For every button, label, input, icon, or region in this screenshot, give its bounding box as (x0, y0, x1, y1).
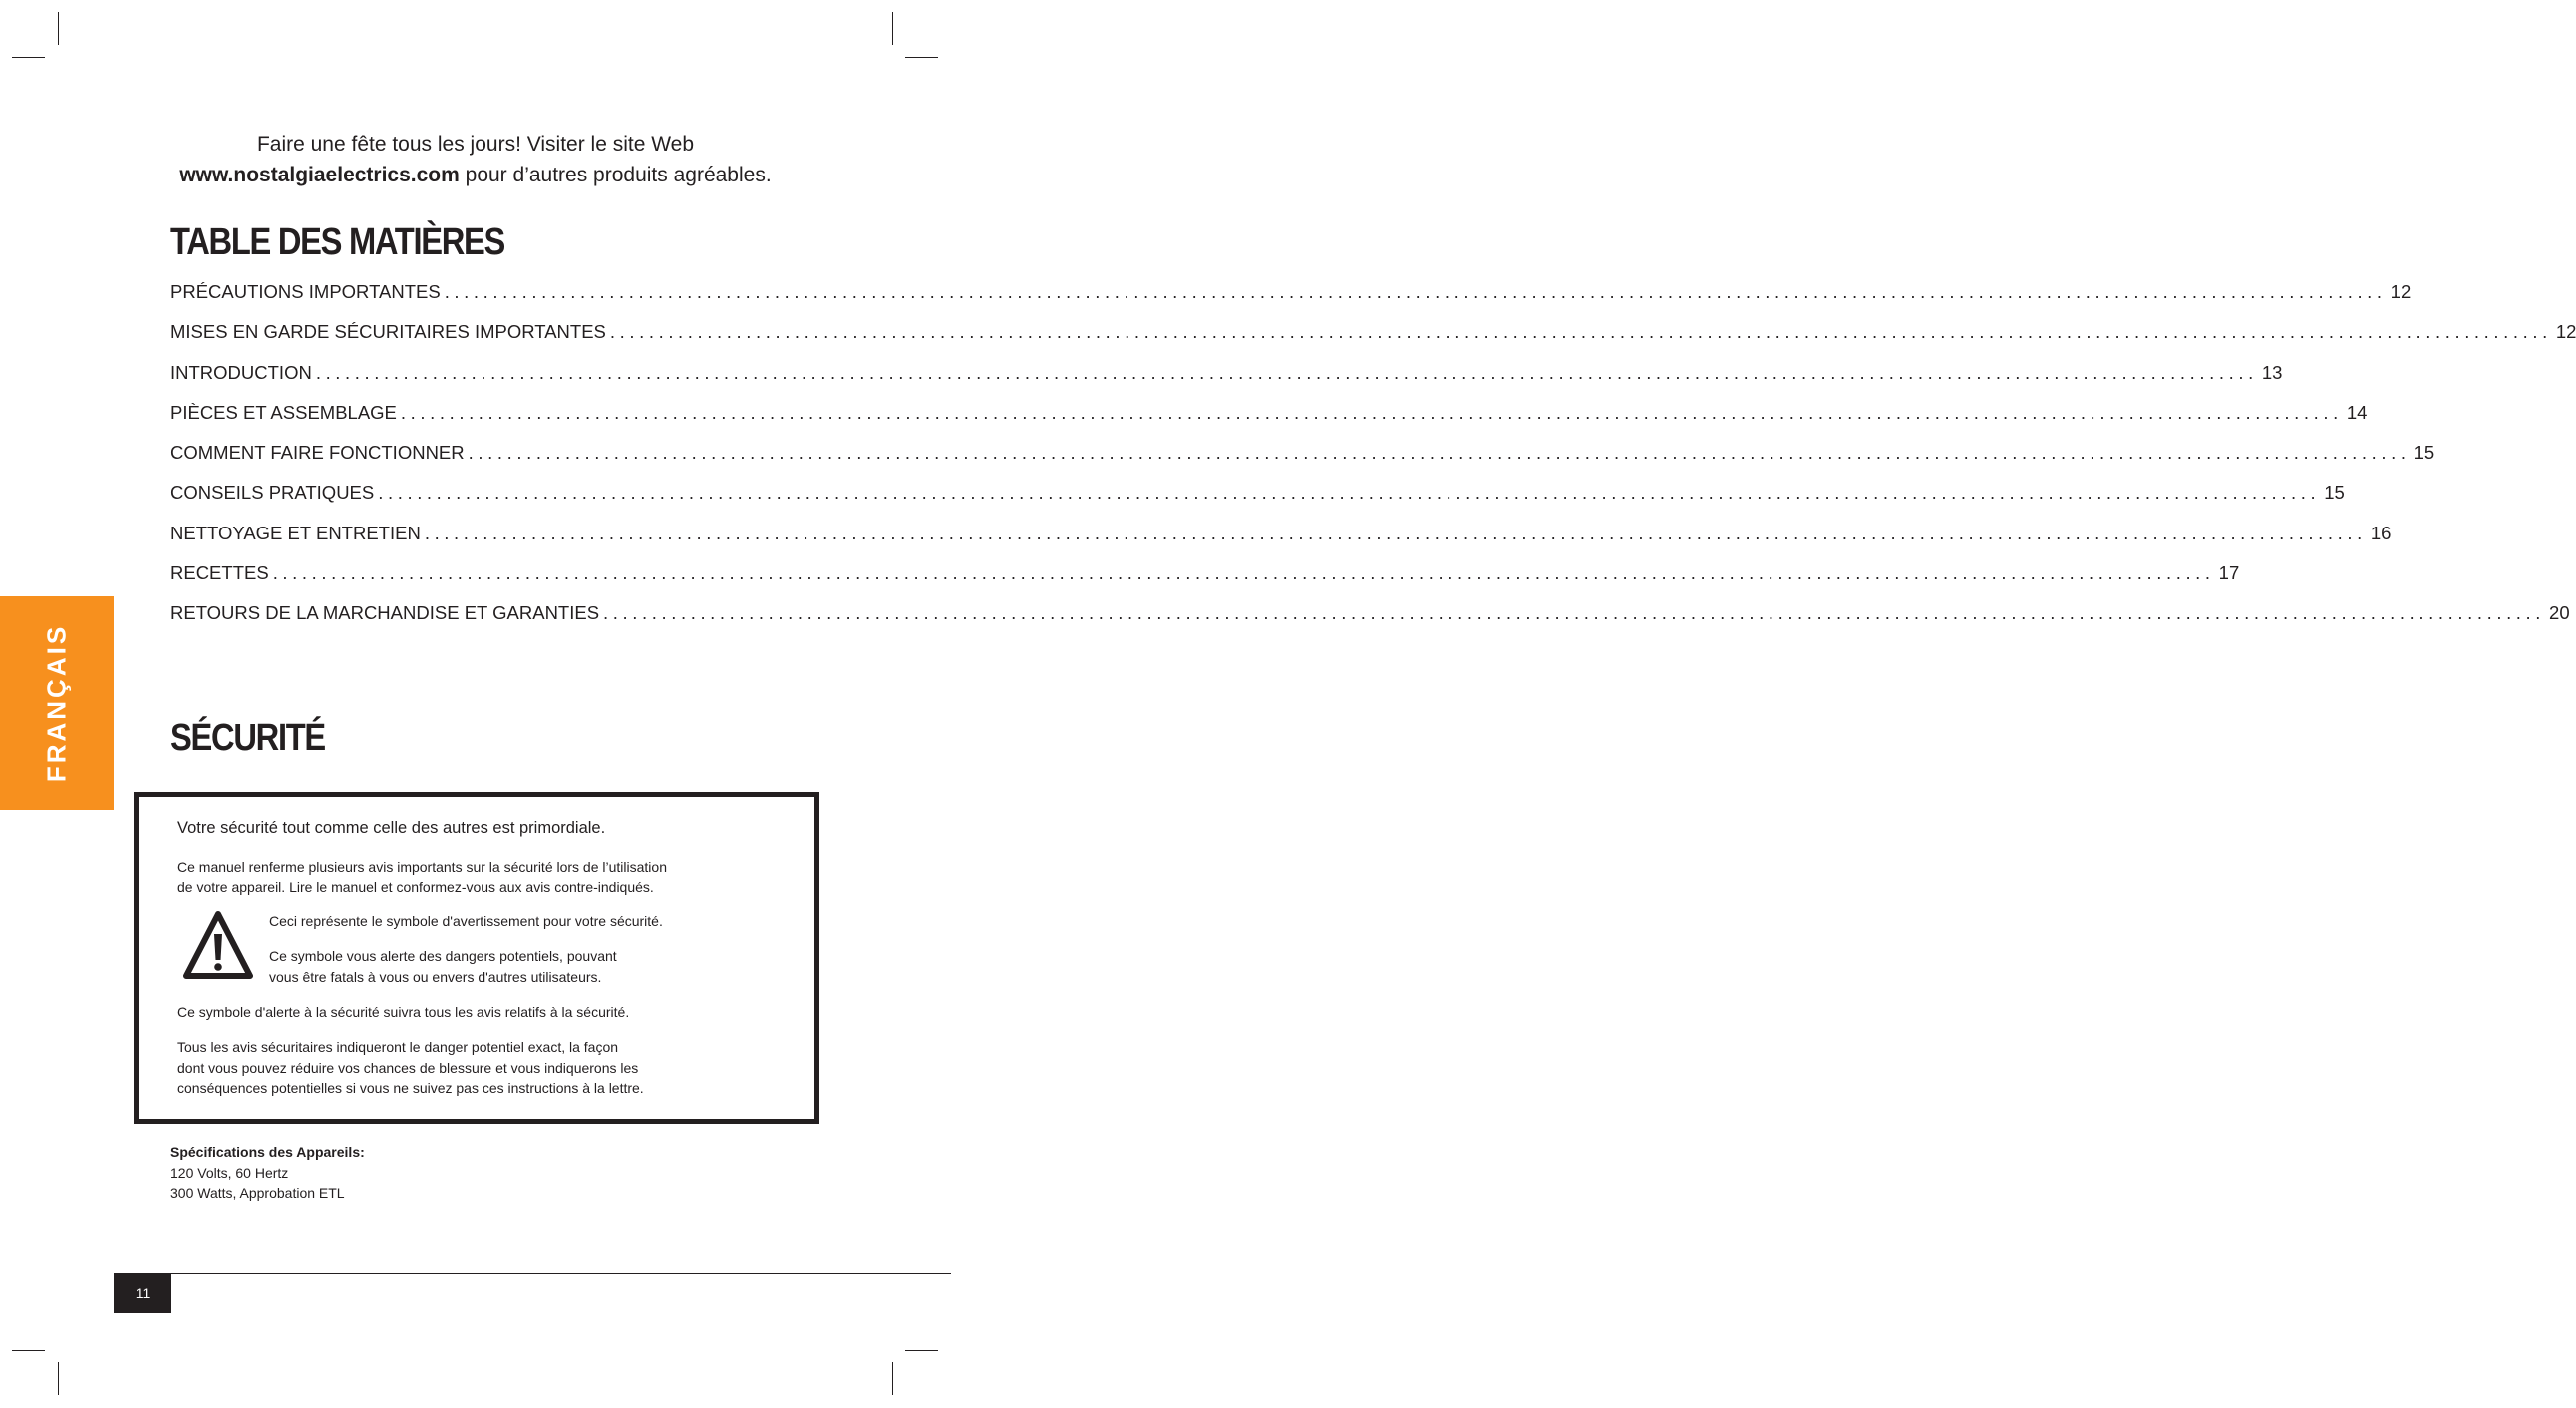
specs-line: 300 Watts, Approbation ETL (170, 1185, 345, 1201)
toc-page-number: 14 (2346, 401, 2368, 423)
page-number: 11 (114, 1273, 171, 1313)
promo-line-1: Faire une fête tous les jours! Visiter le site Web (256, 133, 695, 156)
toc-leader-dots: ........................................................................................................................................................................................................ (603, 602, 2546, 624)
safety-p3-line: dont vous pouvez réduire vos chances de blessure et vous indiquerons les (177, 1059, 639, 1076)
toc-row[interactable] (170, 482, 2345, 522)
toc-label: MISES EN GARDE SÉCURITAIRES IMPORTANTES (170, 321, 606, 343)
symbol-alert-text (269, 946, 617, 987)
crop-mark (12, 57, 45, 58)
language-tab (0, 596, 114, 810)
toc-row[interactable] (170, 562, 2240, 602)
toc-leader-dots: ........................................................................................................................................................................................................ (400, 401, 2343, 423)
toc-label: PRÉCAUTIONS IMPORTANTES (170, 281, 441, 302)
toc-title: TABLE DES MATIÈRES (170, 221, 505, 263)
symbol-alert-line: Ce symbole vous alerte des dangers potentiels, pouvant (269, 948, 617, 964)
specifications (170, 1142, 365, 1204)
safety-title: SÉCURITÉ (170, 717, 325, 759)
toc-label: RECETTES (170, 562, 269, 584)
toc-label: RETOURS DE LA MARCHANDISE ET GARANTIES (170, 602, 600, 624)
safety-p1-line: Ce manuel renferme plusieurs avis importants sur la sécurité lors de l’utilisation (177, 859, 667, 875)
safety-paragraph-1 (177, 857, 667, 897)
toc-page-number: 12 (2555, 321, 2576, 343)
toc-page-number: 13 (2261, 361, 2283, 383)
toc-row[interactable] (170, 602, 2570, 642)
crop-mark (905, 1350, 938, 1351)
toc-page-number: 20 (2549, 602, 2570, 624)
toc-row[interactable] (170, 401, 2368, 442)
toc-leader-dots: ........................................................................................................................................................................................................ (424, 522, 2367, 543)
promo-text (0, 129, 951, 190)
toc-label: PIÈCES ET ASSEMBLAGE (170, 401, 397, 423)
footer-rule (114, 1273, 951, 1274)
toc-page-number: 15 (2414, 442, 2435, 464)
toc-page-number: 12 (2390, 281, 2412, 302)
safety-paragraph-2: Ce symbole d'alerte à la sécurité suivra tous les avis relatifs à la sécurité. (177, 1004, 630, 1020)
promo-line-2-rest: pour d’autres produits agréables. (459, 164, 772, 186)
safety-p3-line: Tous les avis sécuritaires indiqueront le danger potentiel exact, la façon (177, 1039, 619, 1055)
toc-page-number: 17 (2218, 562, 2240, 584)
toc-leader-dots: ........................................................................................................................................................................................................ (609, 321, 2552, 343)
safety-p1-line: de votre appareil. Lire le manuel et conformez-vous aux avis contre-indiqués. (177, 879, 654, 895)
toc-label: CONSEILS PRATIQUES (170, 482, 375, 504)
language-label: FRANÇAIS (41, 623, 72, 783)
crop-mark (58, 1362, 59, 1395)
safety-p3-line: conséquences potentielles si vous ne suivez pas ces instructions à la lettre. (177, 1080, 644, 1096)
toc-page-number: 16 (2370, 522, 2392, 543)
crop-mark (892, 1362, 893, 1395)
safety-paragraph-3 (177, 1037, 644, 1099)
toc-row[interactable] (170, 442, 2435, 482)
table-of-contents (170, 281, 2576, 643)
specs-line: 120 Volts, 60 Hertz (170, 1164, 289, 1181)
toc-leader-dots: ........................................................................................................................................................................................................ (468, 442, 2411, 464)
toc-leader-dots: ........................................................................................................................................................................................................ (272, 562, 2215, 584)
toc-label: INTRODUCTION (170, 361, 312, 383)
toc-label: COMMENT FAIRE FONCTIONNER (170, 442, 465, 464)
toc-leader-dots: ........................................................................................................................................................................................................ (315, 361, 2258, 383)
toc-row[interactable] (170, 522, 2392, 562)
toc-row[interactable] (170, 361, 2283, 402)
warning-triangle-icon (182, 910, 254, 982)
crop-mark (58, 12, 59, 45)
toc-leader-dots: ........................................................................................................................................................................................................ (444, 281, 2387, 302)
safety-box (134, 792, 819, 1124)
crop-mark (905, 57, 938, 58)
website-link[interactable]: www.nostalgiaelectrics.com (179, 164, 460, 186)
crop-mark (892, 12, 893, 45)
toc-leader-dots: ........................................................................................................................................................................................................ (378, 482, 2321, 504)
crop-mark (12, 1350, 45, 1351)
symbol-description: Ceci représente le symbole d'avertissement pour votre sécurité. (269, 913, 663, 929)
symbol-alert-line: vous être fatals à vous ou envers d'autres utilisateurs. (269, 968, 602, 985)
toc-row[interactable] (170, 281, 2412, 321)
specs-title: Spécifications des Appareils: (170, 1144, 365, 1160)
toc-row[interactable] (170, 321, 2576, 361)
safety-lead: Votre sécurité tout comme celle des autres est primordiale. (177, 819, 606, 837)
promo-line-2 (0, 160, 951, 190)
toc-label: NETTOYAGE ET ENTRETIEN (170, 522, 421, 543)
toc-page-number: 15 (2324, 482, 2345, 504)
